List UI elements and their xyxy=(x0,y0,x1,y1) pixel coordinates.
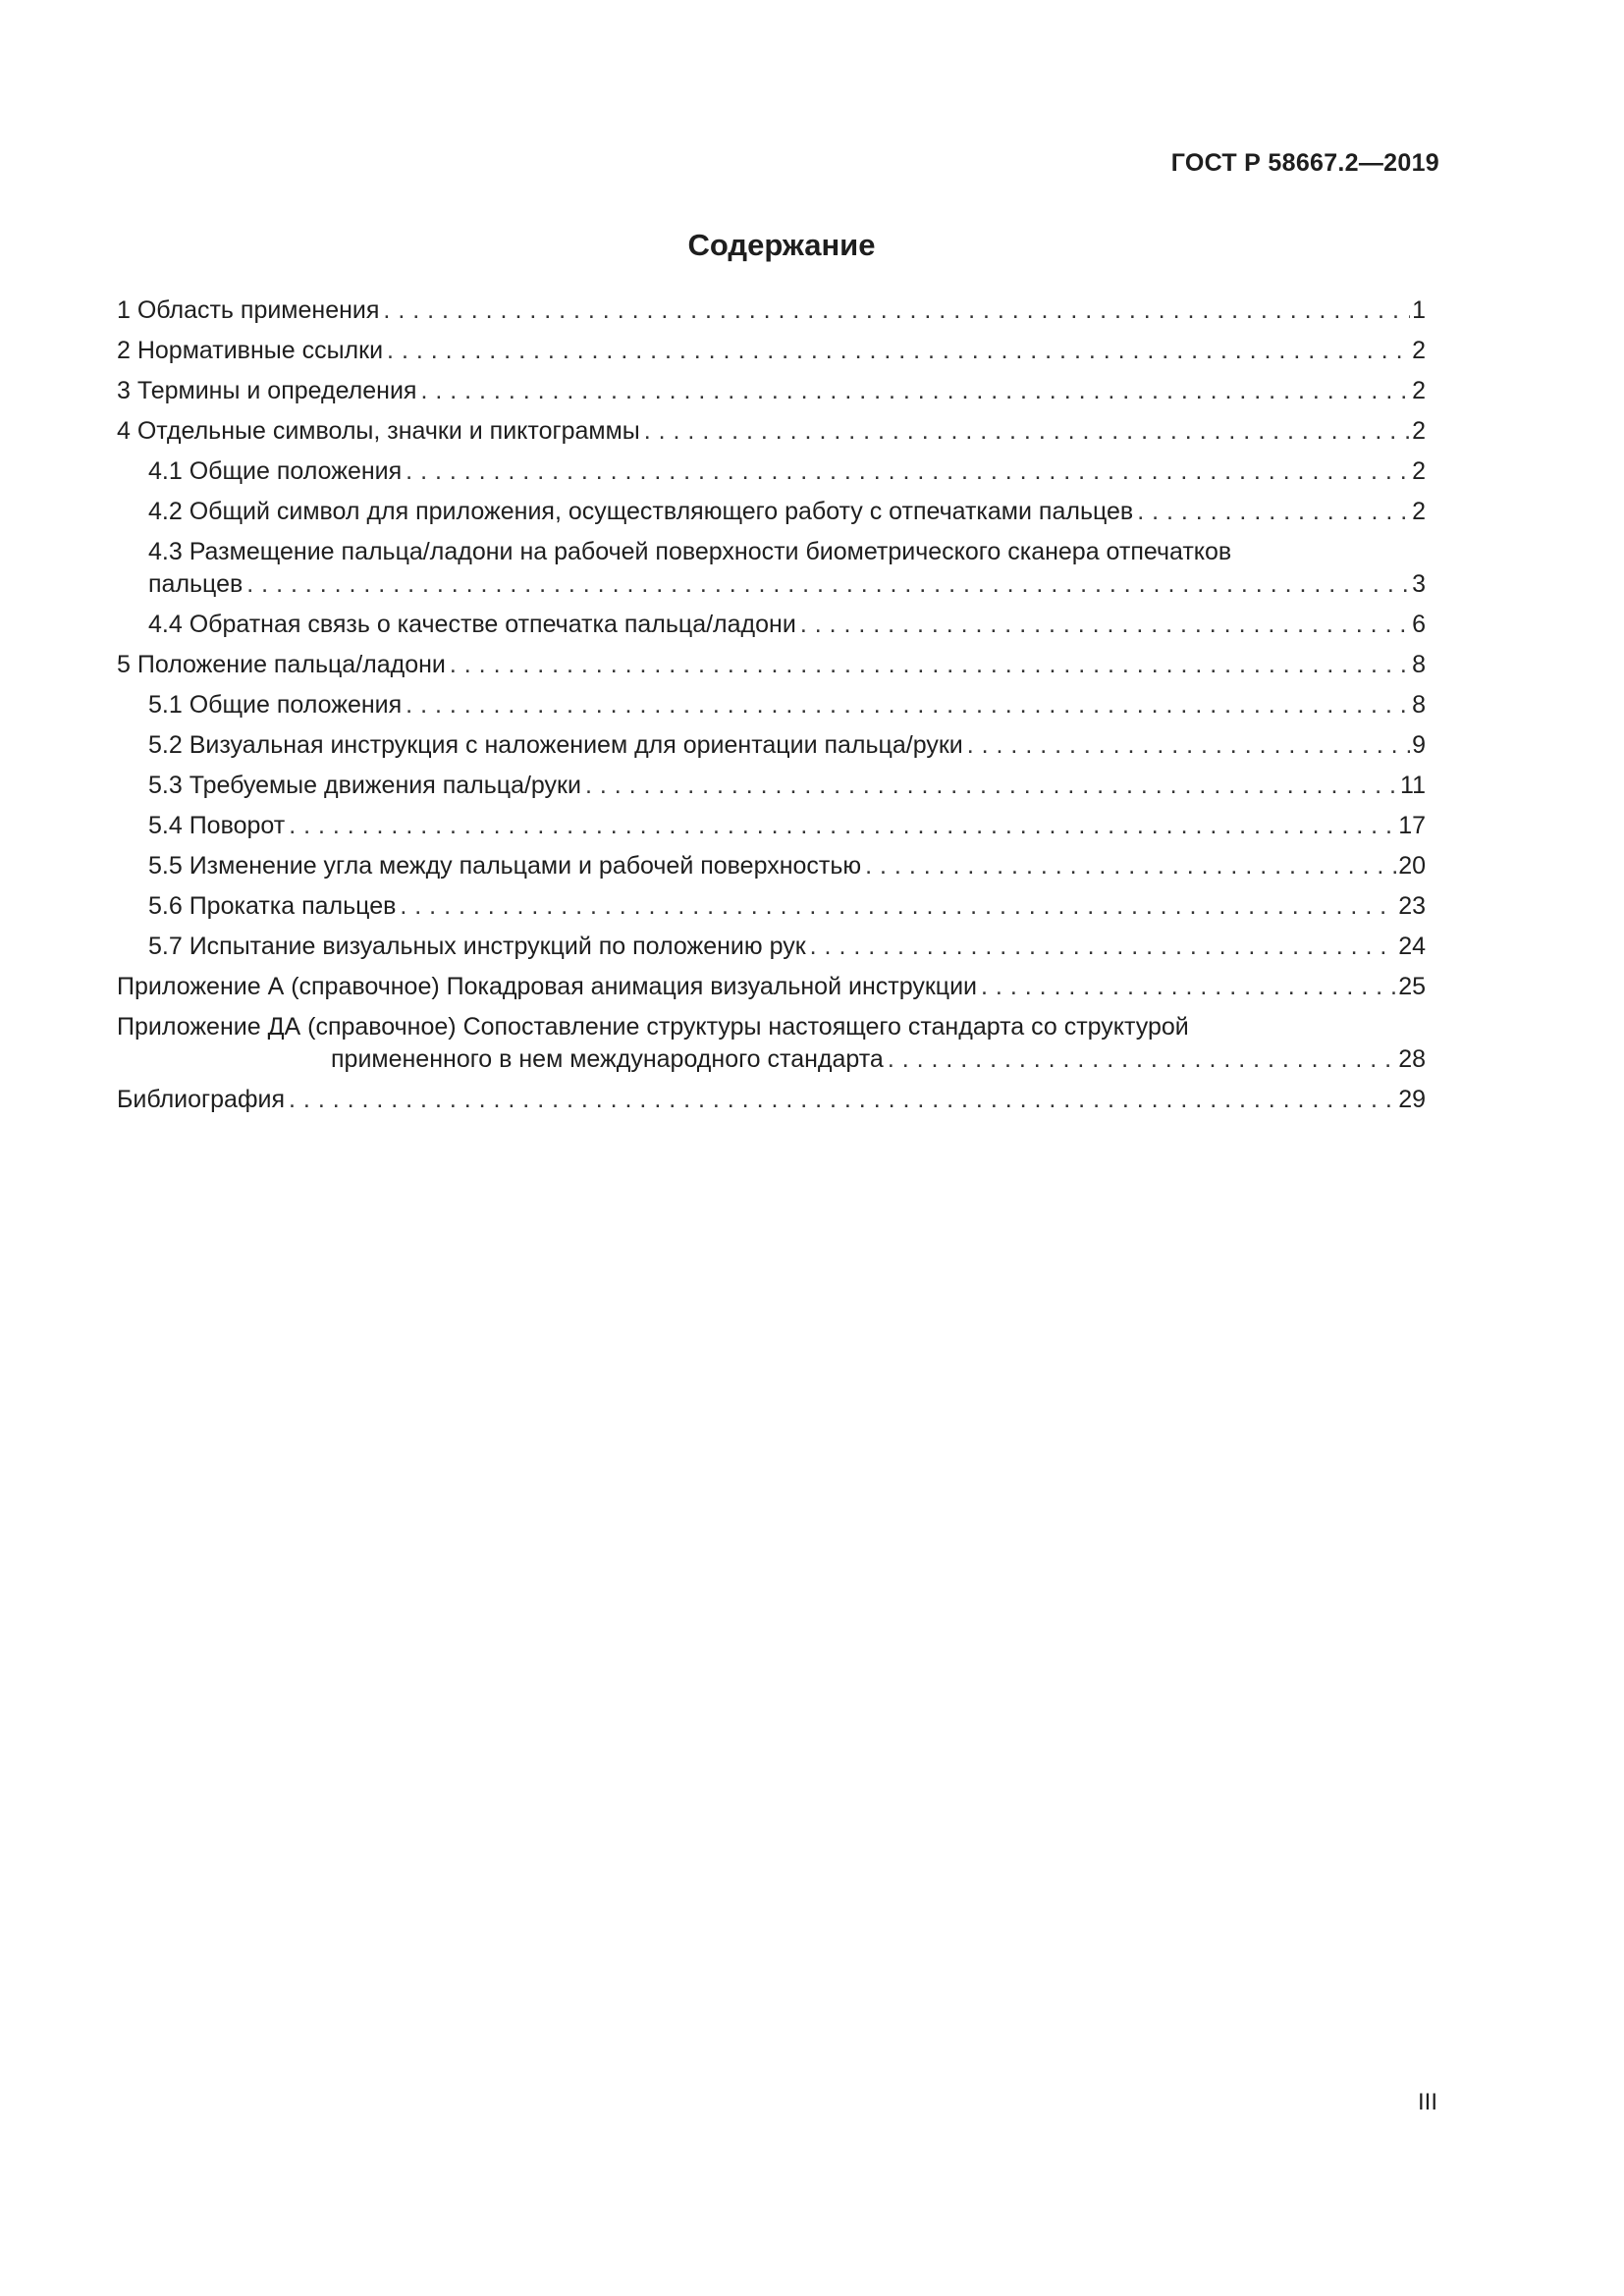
toc-entry[interactable] xyxy=(117,375,1426,407)
toc-entry-title: 4.2 Общий символ для приложения, осуществляющего работу с отпечатками пальцев xyxy=(148,498,1134,525)
toc-entry[interactable] xyxy=(117,931,1426,963)
toc-dot-leader xyxy=(644,415,1410,448)
toc-entry[interactable] xyxy=(117,415,1426,448)
toc-dot-leader xyxy=(406,689,1410,721)
toc-entry-page: 24 xyxy=(1398,933,1426,960)
toc-entry-page: 20 xyxy=(1398,852,1426,880)
toc-entry[interactable] xyxy=(117,294,1426,327)
page-number: III xyxy=(1417,2089,1437,2115)
toc-entry[interactable] xyxy=(117,729,1426,762)
toc-entry-text-first-line: 4.3 Размещение пальца/ладони на рабочей поверхности биометрического сканера отпечатков xyxy=(148,538,1232,565)
toc-entry-title: 2 Нормативные ссылки xyxy=(117,337,384,364)
toc-entry[interactable] xyxy=(117,770,1426,802)
toc-entry[interactable] xyxy=(117,609,1426,641)
toc-entry-title: 1 Область применения xyxy=(117,296,380,324)
toc-entry-page: 11 xyxy=(1400,772,1426,799)
toc-entry-page: 2 xyxy=(1412,377,1426,404)
toc-entry-page: 17 xyxy=(1398,812,1426,839)
toc-entry-title: 5.2 Визуальная инструкция с наложением для ориентации пальца/руки xyxy=(148,731,963,759)
toc-entry-title: 4.4 Обратная связь о качестве отпечатка пальца/ладони xyxy=(148,611,796,638)
toc-dot-leader xyxy=(289,810,1396,842)
toc-title: Содержание xyxy=(687,228,876,262)
toc-entry-title: 5.5 Изменение угла между пальцами и рабочей поверхностью xyxy=(148,852,862,880)
toc-dot-leader xyxy=(387,335,1410,367)
toc-entry-page: 8 xyxy=(1412,651,1426,678)
toc-dot-leader xyxy=(400,890,1396,923)
toc-entry[interactable] xyxy=(117,335,1426,367)
toc-entry-title: Приложение А (справочное) Покадровая анимация визуальной инструкции xyxy=(117,973,978,1000)
toc-entry-page: 9 xyxy=(1412,731,1426,759)
toc-entry-page: 2 xyxy=(1412,457,1426,485)
toc-entry[interactable] xyxy=(117,689,1426,721)
toc-entry[interactable] xyxy=(117,649,1426,681)
toc-entry-title: пальцев xyxy=(148,570,244,598)
toc-entry-title: 5.6 Прокатка пальцев xyxy=(148,892,397,920)
toc-entry-page: 1 xyxy=(1412,296,1426,324)
toc-entry-title: 5.4 Поворот xyxy=(148,812,286,839)
toc-dot-leader xyxy=(420,375,1410,407)
toc-entry[interactable] xyxy=(117,810,1426,842)
toc-dot-leader xyxy=(289,1084,1396,1116)
toc-entry-page: 2 xyxy=(1412,498,1426,525)
toc-entry-page: 23 xyxy=(1398,892,1426,920)
toc-entry[interactable] xyxy=(117,1084,1426,1116)
toc-entry-title: 3 Термины и определения xyxy=(117,377,417,404)
toc-entry-page: 6 xyxy=(1412,611,1426,638)
toc-entry-title: Библиография xyxy=(117,1086,286,1113)
toc-entry-title: 4 Отдельные символы, значки и пиктограммы xyxy=(117,417,640,445)
toc-entry[interactable] xyxy=(117,1011,1426,1076)
toc-dot-leader xyxy=(967,729,1410,762)
toc-entry-page: 2 xyxy=(1412,337,1426,364)
toc-entry[interactable] xyxy=(117,850,1426,882)
toc-entry-page: 25 xyxy=(1398,973,1426,1000)
toc-entry[interactable] xyxy=(117,971,1426,1003)
toc-entry-title: 5.3 Требуемые движения пальца/руки xyxy=(148,772,581,799)
toc-dot-leader xyxy=(450,649,1410,681)
toc-entry[interactable] xyxy=(117,455,1426,488)
toc-entry-page: 28 xyxy=(1398,1045,1426,1073)
toc-entry-page: 3 xyxy=(1412,570,1426,598)
toc-entry-text-first-line: Приложение ДА (справочное) Сопоставление структуры настоящего стандарта со структурой xyxy=(117,1013,1189,1041)
toc-dot-leader xyxy=(406,455,1410,488)
toc-entry[interactable] xyxy=(117,890,1426,923)
toc-entry-page: 29 xyxy=(1398,1086,1426,1113)
table-of-contents xyxy=(117,294,1426,1124)
toc-dot-leader xyxy=(865,850,1396,882)
toc-dot-leader xyxy=(800,609,1410,641)
toc-entry[interactable] xyxy=(117,496,1426,528)
toc-entry-title: примененного в нем международного стандарта xyxy=(331,1045,884,1073)
toc-entry-title: 5.1 Общие положения xyxy=(148,691,403,719)
toc-entry-title: 5.7 Испытание визуальных инструкций по положению рук xyxy=(148,933,806,960)
toc-entry[interactable] xyxy=(117,536,1426,601)
toc-dot-leader xyxy=(585,770,1398,802)
toc-dot-leader xyxy=(981,971,1396,1003)
toc-dot-leader xyxy=(383,294,1410,327)
toc-dot-leader xyxy=(246,568,1410,601)
toc-entry-page: 8 xyxy=(1412,691,1426,719)
document-code: ГОСТ Р 58667.2—2019 xyxy=(1170,149,1439,177)
toc-entry-title: 5 Положение пальца/ладони xyxy=(117,651,446,678)
toc-entry-page: 2 xyxy=(1412,417,1426,445)
toc-dot-leader xyxy=(1137,496,1410,528)
toc-dot-leader xyxy=(810,931,1397,963)
toc-dot-leader xyxy=(888,1043,1396,1076)
toc-entry-title: 4.1 Общие положения xyxy=(148,457,403,485)
